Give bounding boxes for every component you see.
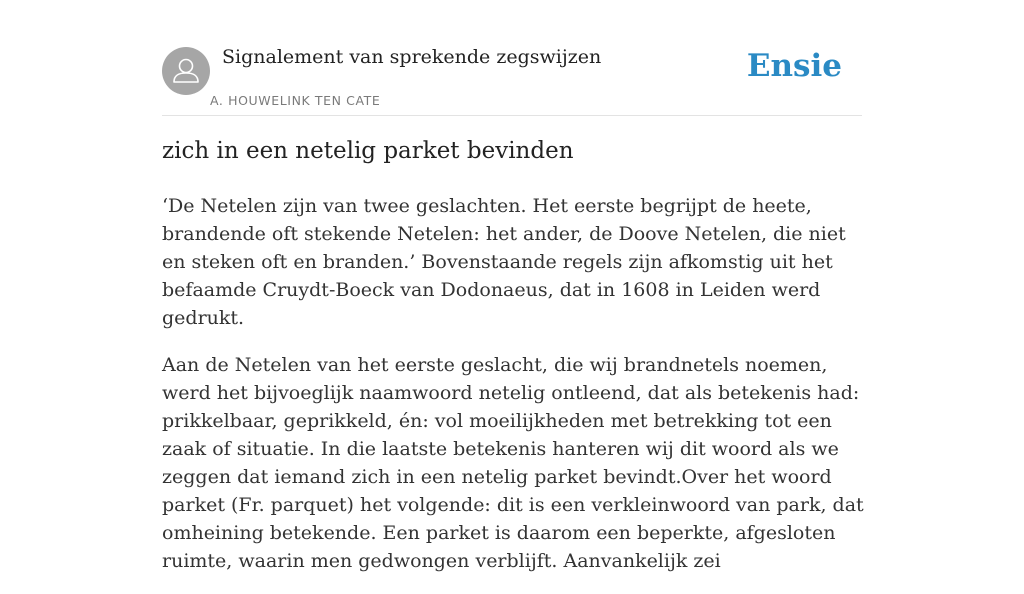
author-name[interactable]: A. HOUWELINK TEN CATE xyxy=(210,93,381,108)
author-avatar[interactable] xyxy=(162,47,210,95)
book-title[interactable]: Signalement van sprekende zegswijzen xyxy=(222,46,602,68)
paragraph-2: Aan de Netelen van het eerste geslacht, die wij brandnetels noemen, werd het bijvoeglijk naamwoord netelig ontleend, dat als betekenis had: prikkelbaar, geprikkeld, én: vol moeilijkheden met betrekking tot een zaak of situatie. In die laatste betekenis hanteren wij dit woord als we zeggen dat iemand zich in een netelig parket bevindt.Over het woord parket (Fr. parquet) het volgende: dit is een verkleinwoord van park, dat omheining betekende. Een parket is daarom een beperkte, afgesloten ruimte, waarin men gedwongen verblijft. Aanvankelijk zei xyxy=(162,354,864,572)
article-body xyxy=(162,192,867,594)
user-icon xyxy=(162,47,210,95)
article-title: zich in een netelig parket bevinden xyxy=(162,138,574,164)
ensie-logo[interactable]: Ensie xyxy=(746,48,842,84)
paragraph-1: ‘De Netelen zijn van twee geslachten. Het eerste begrijpt de heete, brandende oft stekende Netelen: het ander, de Doove Netelen, die niet en steken oft en branden.’ Bovenstaande regels zijn afkomstig uit het befaamde Cruydt-Boeck van Dodonaeus, dat in 1608 in Leiden werd gedrukt. xyxy=(162,195,846,329)
header xyxy=(162,40,862,116)
